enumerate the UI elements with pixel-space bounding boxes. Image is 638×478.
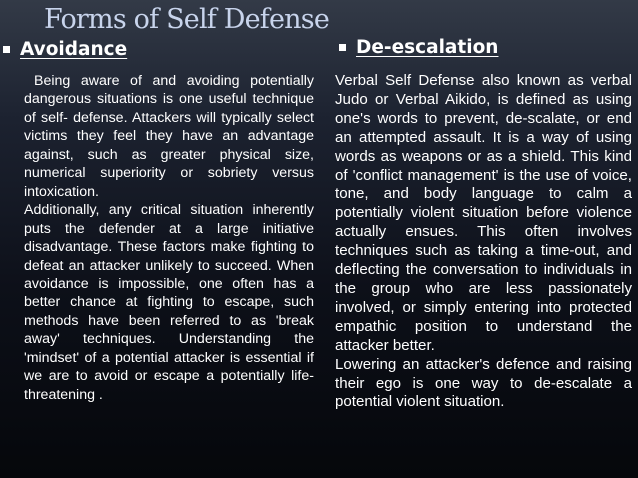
de-escalation-body: [335, 72, 632, 412]
square-bullet-icon: [339, 44, 346, 51]
avoidance-heading: [3, 39, 127, 60]
avoidance-paragraph-2: Additionally, any critical situation inherently puts the defender at a large initiative disadvantage. These factors make fighting to defeat an attacker unlikely to succeed. When avoidance is impossible, one often has a better chance at fighting to escape, such methods have been referred to as 'break away' techniques. Understanding the 'mindset' of a potential attacker is essential if we are to avoid or escape a potentially life-threatening .: [24, 202, 314, 403]
de-escalation-paragraph-2: Lowering an attacker's defence and raising their ego is one way to de-escalate a potential violent situation.: [335, 355, 632, 411]
avoidance-paragraph-1: Being aware of and avoiding potentially dangerous situations is one useful technique of self- defense. Attackers will typically select victims they feel they have an advantage against, such as greater physical size, numerical superiority or sobriety versus intoxication.: [24, 73, 314, 200]
avoidance-body: [24, 72, 314, 404]
de-escalation-heading-label: De-escalation: [356, 37, 499, 58]
square-bullet-icon: [3, 46, 10, 53]
slide-title: Forms of Self Defense: [44, 4, 329, 35]
avoidance-heading-label: Avoidance: [20, 39, 128, 60]
de-escalation-heading: [339, 37, 498, 58]
de-escalation-paragraph-1: Verbal Self Defense also known as verbal Judo or Verbal Aikido, is defined as using one's words to prevent, de-scalate, or end an attempted assault. It is a way of using words as weapons or as a shield. This kind of 'conflict management' is the use of voice, tone, and body language to calm a potentially violent situation before violence actually ensues. This often involves techniques such as taking a time-out, and deflecting the conversation to individuals in the group who are less passionately involved, or simply entering into protected empathic position to understand the attacker better.: [335, 72, 632, 354]
